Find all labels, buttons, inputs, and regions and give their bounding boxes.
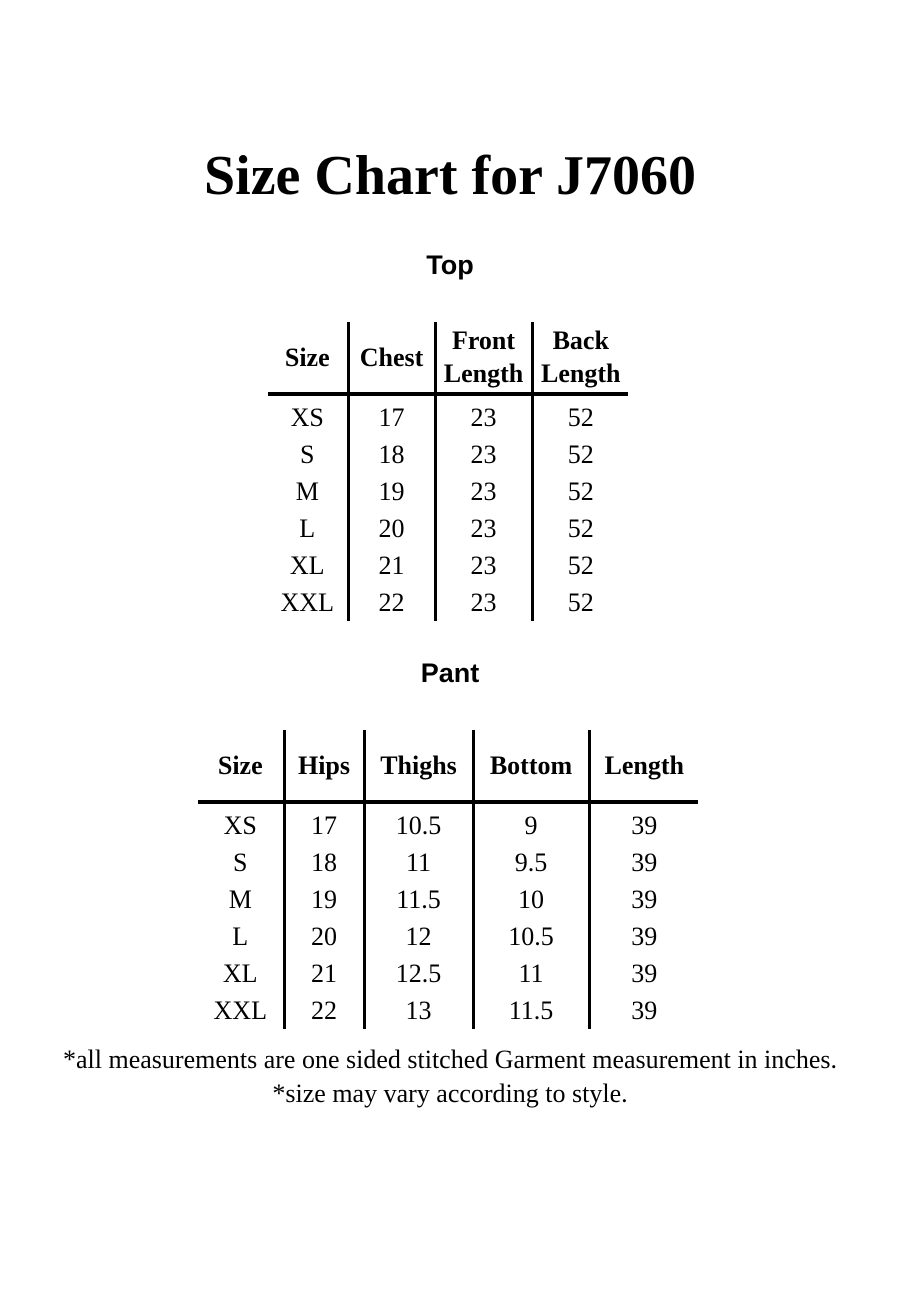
length-cell: 39 <box>631 959 658 988</box>
size-cell: XS <box>198 802 284 844</box>
pant-size-table <box>198 730 698 1029</box>
back-length-cell: 52 <box>567 403 594 432</box>
hips-cell: 21 <box>284 955 364 992</box>
page-title: Size Chart for J7060 <box>204 145 696 207</box>
size-cell: XL <box>198 955 284 992</box>
table-row <box>268 547 628 584</box>
chest-cell: 18 <box>348 436 435 473</box>
top-section-heading: Top <box>426 250 474 280</box>
chest-cell: 17 <box>348 394 435 436</box>
size-cell: XXL <box>268 584 348 621</box>
column-header-thighs: Thighs <box>364 730 473 802</box>
table-row <box>268 436 628 473</box>
table-row <box>268 584 628 621</box>
table-row <box>268 510 628 547</box>
bottom-cell: 10 <box>473 881 589 918</box>
table-row <box>198 881 698 918</box>
front-length-cell: 23 <box>435 584 532 621</box>
size-cell: S <box>268 436 348 473</box>
back-length-cell: 52 <box>567 588 594 617</box>
column-header-front-length: Front Length <box>435 322 532 394</box>
hips-cell: 17 <box>284 802 364 844</box>
table-row <box>198 802 698 844</box>
thighs-cell: 11 <box>364 844 473 881</box>
bottom-cell: 11.5 <box>473 992 589 1029</box>
column-header-length: Length <box>589 730 698 802</box>
size-cell: XL <box>268 547 348 584</box>
length-cell: 39 <box>631 885 658 914</box>
back-length-cell: 52 <box>567 477 594 506</box>
bottom-cell: 9 <box>473 802 589 844</box>
size-cell: M <box>198 881 284 918</box>
column-header-hips: Hips <box>284 730 364 802</box>
top-header-row <box>268 322 628 394</box>
measurement-footnote: *all measurements are one sided stitched Garment measurement in inches. <box>63 1045 837 1074</box>
column-header-bottom: Bottom <box>473 730 589 802</box>
table-row <box>198 918 698 955</box>
size-cell: S <box>198 844 284 881</box>
thighs-cell: 11.5 <box>364 881 473 918</box>
column-header-size: Size <box>198 730 284 802</box>
size-cell: XS <box>268 394 348 436</box>
bottom-cell: 10.5 <box>473 918 589 955</box>
hips-cell: 19 <box>284 881 364 918</box>
front-length-cell: 23 <box>435 547 532 584</box>
table-row <box>198 992 698 1029</box>
column-header-back-length: Back Length <box>532 322 628 394</box>
column-header-chest: Chest <box>348 322 435 394</box>
chest-cell: 20 <box>348 510 435 547</box>
front-length-cell: 23 <box>435 436 532 473</box>
thighs-cell: 10.5 <box>364 802 473 844</box>
hips-cell: 18 <box>284 844 364 881</box>
size-cell: L <box>198 918 284 955</box>
hips-cell: 22 <box>284 992 364 1029</box>
column-header-size: Size <box>268 322 348 394</box>
chest-cell: 19 <box>348 473 435 510</box>
top-size-table <box>268 322 628 621</box>
chest-cell: 22 <box>348 584 435 621</box>
length-cell: 39 <box>631 811 658 840</box>
back-length-cell: 52 <box>567 514 594 543</box>
back-length-cell: 52 <box>567 551 594 580</box>
front-length-cell: 23 <box>435 473 532 510</box>
bottom-cell: 11 <box>473 955 589 992</box>
thighs-cell: 12.5 <box>364 955 473 992</box>
thighs-cell: 13 <box>364 992 473 1029</box>
thighs-cell: 12 <box>364 918 473 955</box>
front-length-cell: 23 <box>435 394 532 436</box>
table-row <box>268 473 628 510</box>
pant-section-heading: Pant <box>420 658 480 688</box>
front-length-cell: 23 <box>435 510 532 547</box>
length-cell: 39 <box>631 996 658 1025</box>
table-row <box>198 955 698 992</box>
size-cell: M <box>268 473 348 510</box>
size-cell: L <box>268 510 348 547</box>
chest-cell: 21 <box>348 547 435 584</box>
length-cell: 39 <box>631 922 658 951</box>
back-length-cell: 52 <box>567 440 594 469</box>
pant-header-row <box>198 730 698 802</box>
table-row <box>268 394 628 436</box>
bottom-cell: 9.5 <box>473 844 589 881</box>
size-variation-footnote: *size may vary according to style. <box>272 1079 628 1108</box>
size-cell: XXL <box>198 992 284 1029</box>
length-cell: 39 <box>631 848 658 877</box>
hips-cell: 20 <box>284 918 364 955</box>
table-row <box>198 844 698 881</box>
